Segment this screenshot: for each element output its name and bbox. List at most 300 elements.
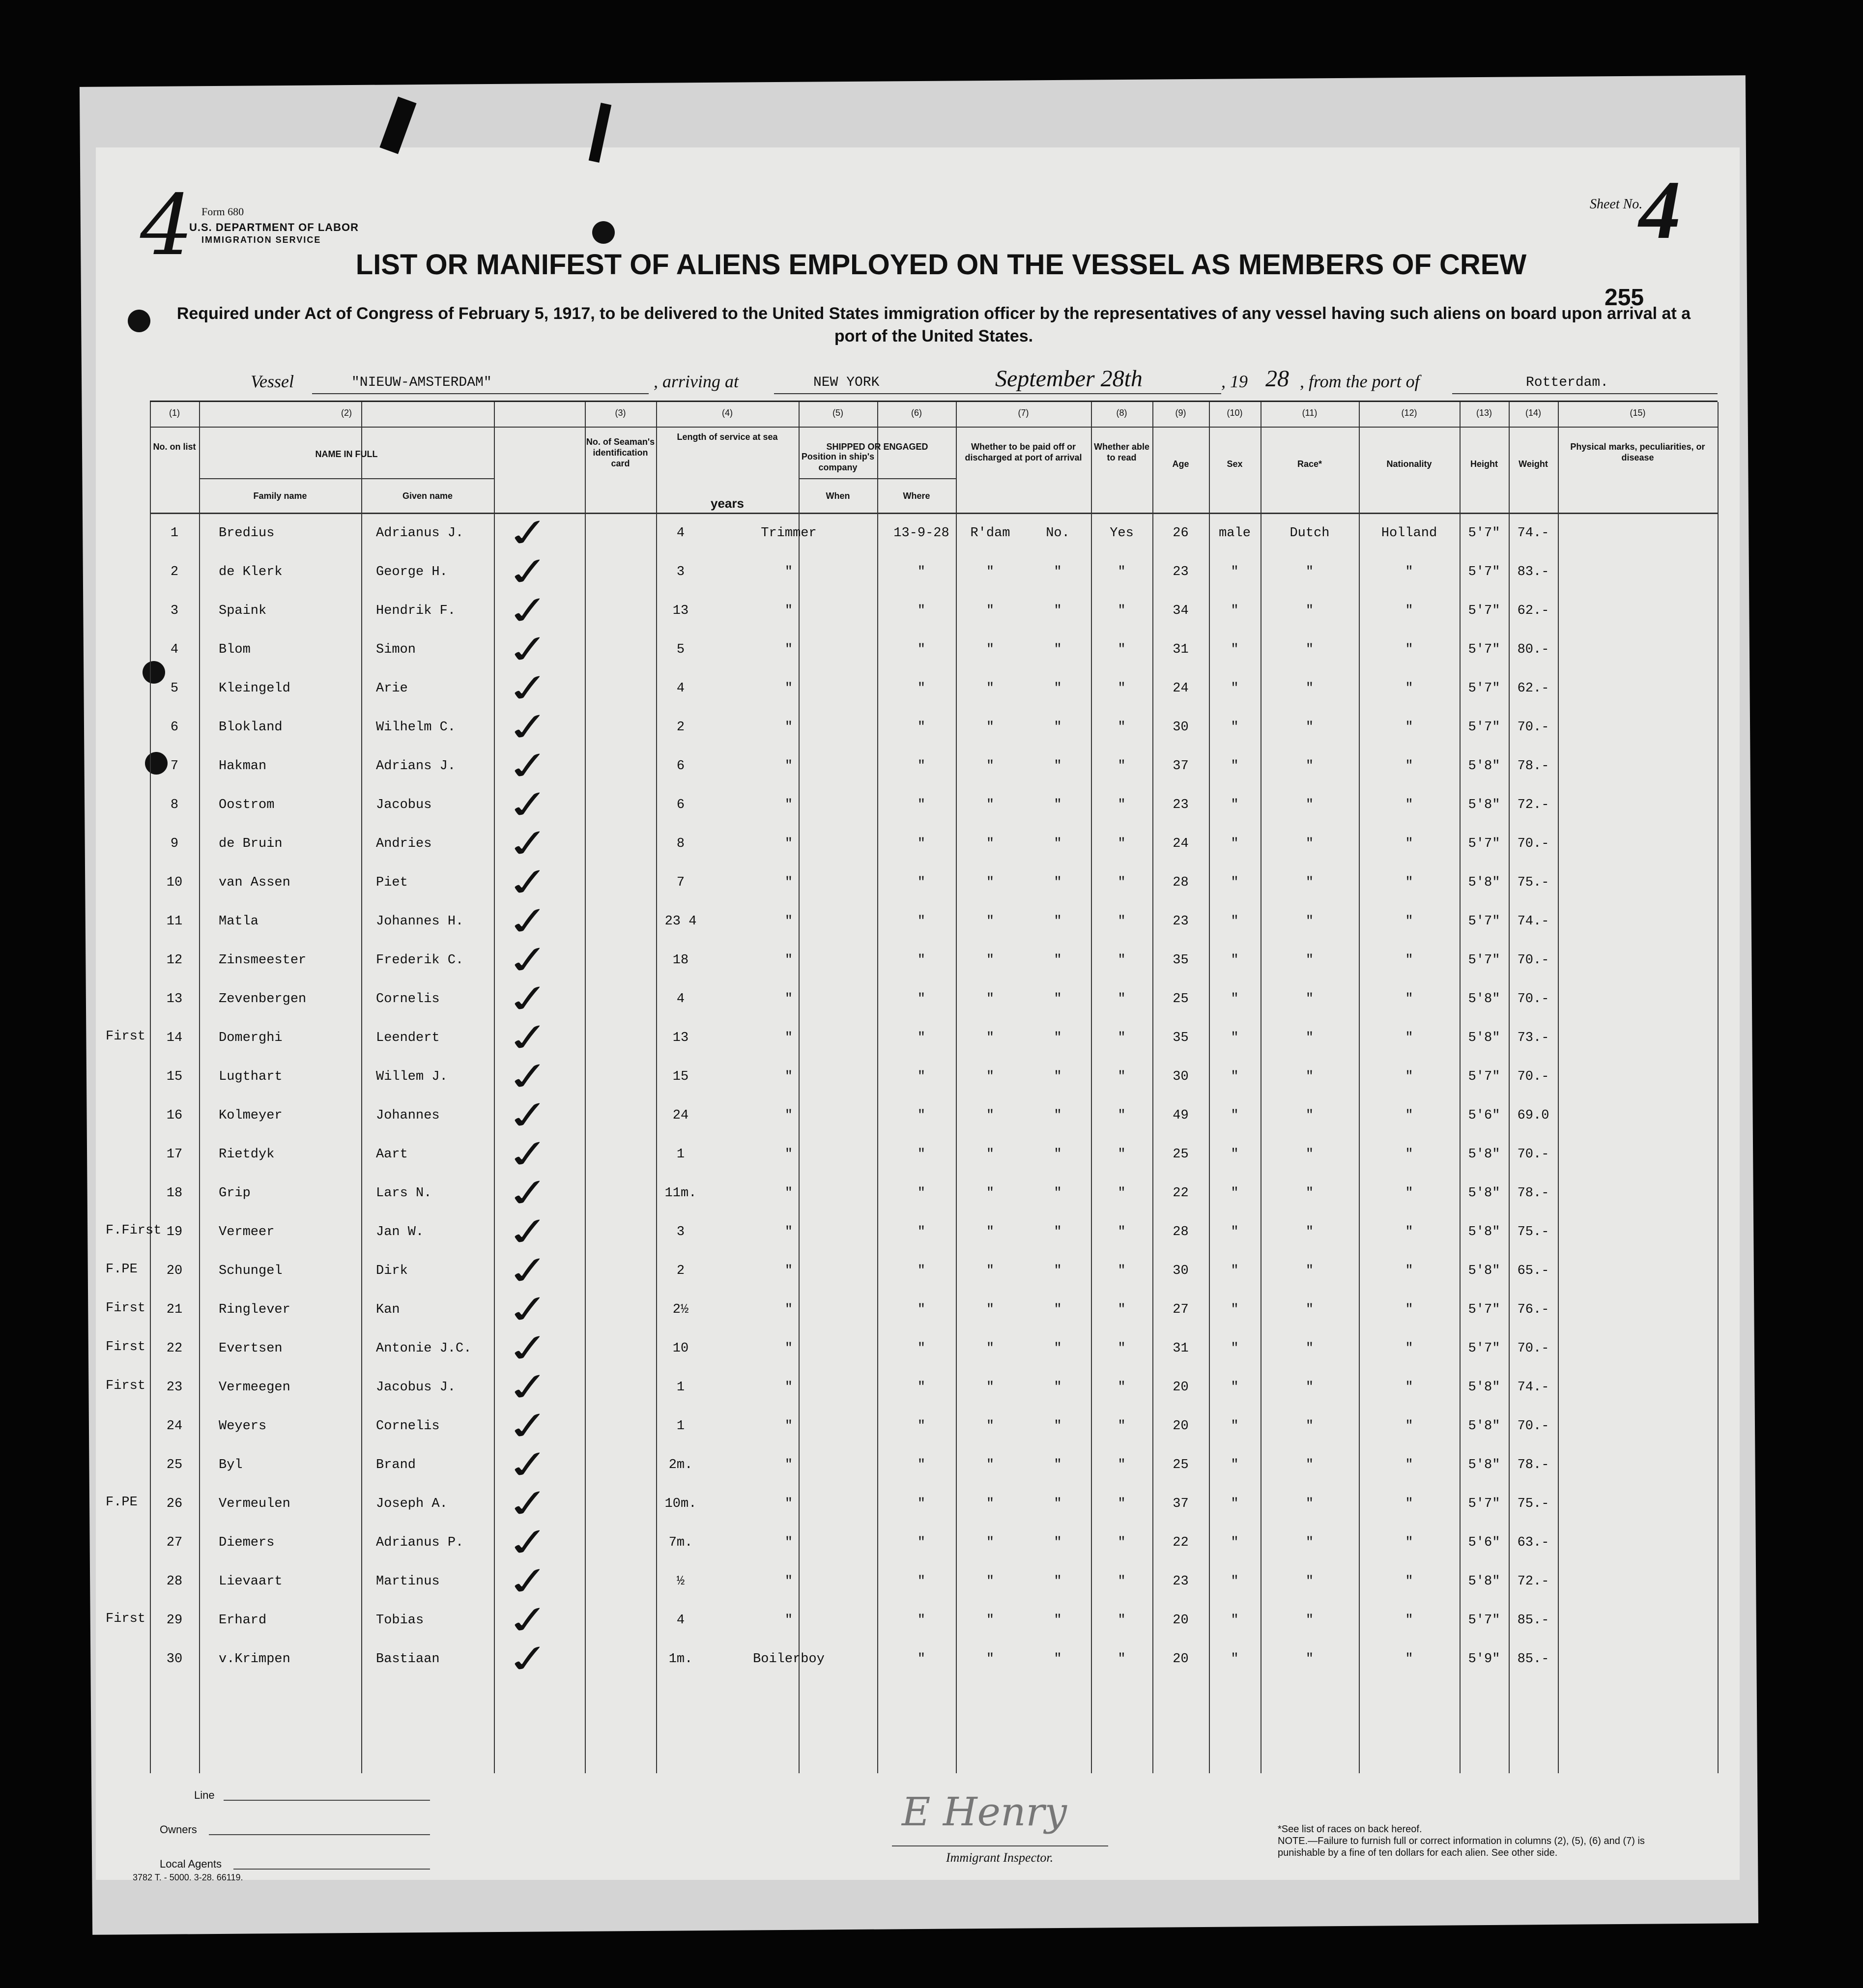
cell-service: 6 [676, 759, 685, 774]
cell-when: " [917, 953, 926, 968]
check-mark-icon: ✓ [503, 1479, 554, 1528]
cell-when: " [917, 1302, 926, 1317]
margin-note: F.PE [106, 1495, 138, 1510]
check-mark-icon: ✓ [503, 508, 554, 557]
cell-read: " [1118, 1458, 1126, 1472]
vessel-underline [312, 393, 649, 394]
cell-height: 5'8" [1468, 759, 1500, 774]
cell-given: Tobias [376, 1613, 424, 1628]
cell-sex: " [1231, 914, 1239, 929]
year-prefix: , 19 [1221, 372, 1248, 391]
cell-weight: 85.- [1517, 1652, 1549, 1667]
cell-position: " [784, 953, 793, 968]
cell-race: " [1305, 953, 1314, 968]
header-height: Height [1470, 459, 1498, 469]
table-row [150, 586, 1718, 635]
cell-read: " [1118, 720, 1126, 735]
check-mark-icon: ✓ [503, 1285, 554, 1334]
cell-family: Hakman [219, 759, 267, 774]
cell-given: Johannes H. [376, 914, 464, 929]
vessel-label: Vessel [251, 372, 294, 391]
cell-race: " [1305, 1302, 1314, 1317]
cell-read: " [1118, 836, 1126, 851]
cell-family: v.Krimpen [219, 1652, 290, 1667]
cell-no: 4 [170, 642, 179, 657]
cell-family: Vermeer [219, 1225, 275, 1239]
cell-service: 2½ [672, 1302, 689, 1317]
check-mark-icon: ✓ [503, 858, 554, 907]
cell-read: " [1118, 1652, 1126, 1667]
cell-height: 5'6" [1468, 1535, 1500, 1550]
cell-given: Jacobus [376, 798, 432, 812]
cell-height: 5'9" [1468, 1652, 1500, 1667]
header-weight: Weight [1519, 459, 1548, 469]
col-num: (10) [1227, 408, 1243, 418]
cell-no: 19 [166, 1225, 183, 1239]
cell-where: " [986, 836, 995, 851]
cell-sex: " [1231, 836, 1239, 851]
cell-position: " [784, 1147, 793, 1162]
cell-height: 5'8" [1468, 1264, 1500, 1278]
cell-nat: " [1405, 565, 1413, 579]
cell-age: 27 [1173, 1302, 1189, 1317]
cell-given: Arie [376, 681, 408, 696]
header-years: years [711, 496, 744, 511]
cell-when: " [917, 1535, 926, 1550]
check-mark-icon: ✓ [503, 547, 554, 596]
cell-family: Schungel [219, 1264, 283, 1278]
cell-weight: 70.- [1517, 1069, 1549, 1084]
cell-nat: " [1405, 642, 1413, 657]
cell-sex: " [1231, 1225, 1239, 1239]
cell-age: 22 [1173, 1186, 1189, 1201]
cell-where: " [986, 1652, 995, 1667]
cell-service: 18 [672, 953, 689, 968]
table-row [150, 1634, 1718, 1683]
from-label: , from the port of [1300, 372, 1420, 391]
header-seaman-card: No. of Seaman's identification card [586, 437, 655, 468]
cell-no: 28 [166, 1574, 183, 1589]
cell-family: Bredius [219, 526, 275, 541]
cell-weight: 70.- [1517, 836, 1549, 851]
header-able-read: Whether able to read [1093, 442, 1150, 462]
cell-no: 3 [170, 604, 179, 618]
cell-sex: " [1231, 1069, 1239, 1084]
cell-when: " [917, 642, 926, 657]
cell-family: Lugthart [219, 1069, 283, 1084]
cell-when: " [917, 1380, 926, 1395]
cell-nat: " [1405, 681, 1413, 696]
cell-when: " [917, 1419, 926, 1434]
cell-race: " [1305, 914, 1314, 929]
cell-paid: " [1054, 836, 1062, 851]
cell-family: Zinsmeester [219, 953, 307, 968]
cell-where: " [986, 1031, 995, 1045]
cell-position: " [784, 914, 793, 929]
cell-sex: " [1231, 1535, 1239, 1550]
inspector-signature: E Henry [902, 1789, 1067, 1835]
cell-paid: " [1054, 1535, 1062, 1550]
header-given-name: Given name [402, 491, 453, 501]
cell-height: 5'8" [1468, 1186, 1500, 1201]
cell-position: " [784, 1264, 793, 1278]
check-mark-icon: ✓ [503, 819, 554, 868]
cell-given: Simon [376, 642, 416, 657]
departure-port: Rotterdam. [1526, 375, 1609, 390]
cell-race: " [1305, 1264, 1314, 1278]
cell-weight: 70.- [1517, 1419, 1549, 1434]
cell-weight: 78.- [1517, 1186, 1549, 1201]
cell-age: 30 [1173, 1264, 1189, 1278]
cell-family: de Klerk [219, 565, 283, 579]
col-num: (11) [1302, 408, 1318, 418]
cell-sex: " [1231, 1031, 1239, 1045]
check-mark-icon: ✓ [503, 1634, 554, 1683]
date-underline [990, 393, 1221, 394]
header-length-service: Length of service at sea [677, 432, 778, 442]
table-row [150, 935, 1718, 984]
cell-position: " [784, 992, 793, 1007]
cell-age: 31 [1173, 642, 1189, 657]
table-row [150, 625, 1718, 674]
stamp-number: 255 [1605, 285, 1644, 311]
cell-where: " [986, 642, 995, 657]
cell-height: 5'8" [1468, 875, 1500, 890]
cell-age: 35 [1173, 1031, 1189, 1045]
cell-weight: 75.- [1517, 1497, 1549, 1511]
local-agents-label: Local Agents [160, 1858, 222, 1870]
cell-read: " [1118, 875, 1126, 890]
check-mark-icon: ✓ [503, 1168, 554, 1217]
cell-paid: " [1054, 992, 1062, 1007]
cell-weight: 78.- [1517, 1458, 1549, 1472]
arrival-date: September 28th [995, 366, 1143, 392]
cell-age: 31 [1173, 1341, 1189, 1356]
cell-service: 13 [672, 604, 689, 618]
cell-height: 5'8" [1468, 1225, 1500, 1239]
cell-race: " [1305, 565, 1314, 579]
header-physical: Physical marks, peculiarities, or disease [1570, 442, 1705, 462]
cell-given: Aart [376, 1147, 408, 1162]
footnotes [1278, 1823, 1661, 1859]
service-name: IMMIGRATION SERVICE [201, 235, 321, 245]
cell-read: " [1118, 565, 1126, 579]
col-num: (12) [1401, 408, 1417, 418]
cell-when: 13-9-28 [893, 526, 949, 541]
cell-race: " [1305, 1613, 1314, 1628]
port-underline [774, 393, 990, 394]
line-label: Line [194, 1789, 215, 1801]
col-num: (14) [1525, 408, 1541, 418]
cell-where: " [986, 875, 995, 890]
cell-when: " [917, 836, 926, 851]
cell-paid: " [1054, 720, 1062, 735]
margin-note: First [106, 1612, 146, 1626]
from-underline [1452, 393, 1718, 394]
cell-read: " [1118, 914, 1126, 929]
cell-family: Evertsen [219, 1341, 283, 1356]
cell-service: 2m. [668, 1458, 693, 1472]
table-row [150, 1168, 1718, 1217]
punch-hole [592, 221, 615, 244]
cell-when: " [917, 1147, 926, 1162]
cell-read: " [1118, 1535, 1126, 1550]
cell-given: Johannes [376, 1108, 440, 1123]
cell-no: 21 [166, 1302, 183, 1317]
cell-read: " [1118, 1497, 1126, 1511]
cell-service: 4 [676, 526, 685, 541]
cell-height: 5'7" [1468, 1341, 1500, 1356]
cell-age: 20 [1173, 1652, 1189, 1667]
owners-label: Owners [160, 1823, 197, 1836]
cell-read: " [1118, 604, 1126, 618]
table-row [150, 1246, 1718, 1295]
cell-service: 8 [676, 836, 685, 851]
margin-note: First [106, 1340, 146, 1354]
cell-paid: " [1054, 759, 1062, 774]
cell-position: " [784, 875, 793, 890]
cell-weight: 85.- [1517, 1613, 1549, 1628]
cell-sex: " [1231, 1341, 1239, 1356]
cell-given: Kan [376, 1302, 400, 1317]
cell-age: 22 [1173, 1535, 1189, 1550]
cell-family: Oostrom [219, 798, 275, 812]
check-mark-icon: ✓ [503, 935, 554, 984]
vessel-line [96, 366, 1740, 401]
cell-when: " [917, 1069, 926, 1084]
table-row [150, 1479, 1718, 1528]
cell-where: " [986, 1380, 995, 1395]
cell-family: Ringlever [219, 1302, 290, 1317]
cell-position: Trimmer [761, 526, 817, 541]
cell-height: 5'7" [1468, 526, 1500, 541]
cell-when: " [917, 1225, 926, 1239]
cell-family: Rietdyk [219, 1147, 275, 1162]
cell-where: " [986, 1458, 995, 1472]
cell-sex: " [1231, 565, 1239, 579]
cell-paid: " [1054, 1108, 1062, 1123]
cell-service: 11m. [664, 1186, 697, 1201]
check-mark-icon: ✓ [503, 1518, 554, 1567]
cell-when: " [917, 681, 926, 696]
cell-no: 8 [170, 798, 179, 812]
cell-service: 6 [676, 798, 685, 812]
cell-no: 12 [166, 953, 183, 968]
cell-weight: 70.- [1517, 953, 1549, 968]
cell-where: " [986, 1613, 995, 1628]
cell-paid: " [1054, 1264, 1062, 1278]
cell-family: Vermeulen [219, 1497, 290, 1511]
table-row [150, 1013, 1718, 1062]
cell-service: 1 [676, 1380, 685, 1395]
check-mark-icon: ✓ [503, 780, 554, 829]
cell-sex: " [1231, 1497, 1239, 1511]
table-row [150, 819, 1718, 868]
header-position: Position in ship's company [801, 452, 875, 472]
cell-height: 5'7" [1468, 914, 1500, 929]
cell-where: " [986, 1574, 995, 1589]
cell-no: 14 [166, 1031, 183, 1045]
cell-read: " [1118, 1069, 1126, 1084]
cell-family: Weyers [219, 1419, 267, 1434]
check-mark-icon: ✓ [503, 1556, 554, 1606]
cell-read: " [1118, 1341, 1126, 1356]
vessel-name: "NIEUW-AMSTERDAM" [351, 375, 492, 390]
cell-race: " [1305, 720, 1314, 735]
cell-when: " [917, 992, 926, 1007]
header-sex: Sex [1227, 459, 1243, 469]
table-row [150, 741, 1718, 790]
cell-weight: 78.- [1517, 759, 1549, 774]
cell-paid: " [1054, 1341, 1062, 1356]
print-code: 3782 T. - 5000. 3-28. 66119. [133, 1873, 243, 1882]
cell-paid: " [1054, 1069, 1062, 1084]
cell-family: Domerghi [219, 1031, 283, 1045]
cell-family: Matla [219, 914, 259, 929]
table-row [150, 1285, 1718, 1334]
cell-no: 29 [166, 1613, 183, 1628]
col-num: (5) [832, 408, 843, 418]
table-row [150, 1362, 1718, 1412]
col-num: (1) [169, 408, 180, 418]
cell-paid: " [1054, 1497, 1062, 1511]
cell-race: " [1305, 1186, 1314, 1201]
cell-family: Blokland [219, 720, 283, 735]
cell-age: 20 [1173, 1419, 1189, 1434]
cell-family: Kolmeyer [219, 1108, 283, 1123]
cell-sex: " [1231, 1108, 1239, 1123]
cell-no: 6 [170, 720, 179, 735]
cell-given: Joseph A. [376, 1497, 448, 1511]
cell-where: " [986, 681, 995, 696]
cell-given: Cornelis [376, 992, 440, 1007]
cell-position: " [784, 1341, 793, 1356]
cell-age: 20 [1173, 1613, 1189, 1628]
cell-family: Zevenbergen [219, 992, 307, 1007]
cell-nat: " [1405, 1652, 1413, 1667]
cell-sex: " [1231, 1380, 1239, 1395]
header-where: Where [903, 491, 930, 501]
cell-no: 16 [166, 1108, 183, 1123]
cell-where: " [986, 1225, 995, 1239]
cell-position: " [784, 1458, 793, 1472]
cell-when: " [917, 1031, 926, 1045]
check-mark-icon: ✓ [503, 1362, 554, 1412]
cell-height: 5'6" [1468, 1108, 1500, 1123]
check-mark-icon: ✓ [503, 1401, 554, 1450]
cell-nat: " [1405, 1147, 1413, 1162]
cell-paid: " [1054, 1147, 1062, 1162]
check-mark-icon: ✓ [503, 974, 554, 1023]
cell-where: " [986, 1147, 995, 1162]
col-num: (6) [911, 408, 922, 418]
cell-given: Brand [376, 1458, 416, 1472]
cell-age: 37 [1173, 759, 1189, 774]
cell-when: " [917, 759, 926, 774]
cell-where: " [986, 720, 995, 735]
cell-no: 1 [170, 526, 179, 541]
cell-weight: 63.- [1517, 1535, 1549, 1550]
cell-sex: " [1231, 642, 1239, 657]
table-row [150, 1401, 1718, 1450]
cell-nat: " [1405, 1341, 1413, 1356]
cell-position: " [784, 1225, 793, 1239]
cell-weight: 75.- [1517, 1225, 1549, 1239]
cell-position: " [784, 1574, 793, 1589]
sheet-label: Sheet No. [1590, 197, 1643, 212]
cell-service: 7m. [668, 1535, 693, 1550]
cell-read: " [1118, 992, 1126, 1007]
cell-when: " [917, 875, 926, 890]
cell-weight: 72.- [1517, 1574, 1549, 1589]
cell-no: 7 [170, 759, 179, 774]
table-row [150, 702, 1718, 751]
cell-sex: " [1231, 1419, 1239, 1434]
cell-nat: " [1405, 604, 1413, 618]
cell-race: " [1305, 836, 1314, 851]
cell-no: 15 [166, 1069, 183, 1084]
cell-read: Yes [1110, 526, 1134, 541]
cell-nat: " [1405, 1497, 1413, 1511]
cell-race: Dutch [1290, 526, 1330, 541]
cell-no: 13 [166, 992, 183, 1007]
cell-service: 2 [676, 720, 685, 735]
cell-where: " [986, 914, 995, 929]
cell-height: 5'7" [1468, 681, 1500, 696]
cell-height: 5'7" [1468, 642, 1500, 657]
cell-nat: " [1405, 1380, 1413, 1395]
cell-service: 4 [676, 992, 685, 1007]
cell-nat: " [1405, 914, 1413, 929]
cell-given: Cornelis [376, 1419, 440, 1434]
cell-service: 13 [672, 1031, 689, 1045]
check-mark-icon: ✓ [503, 1246, 554, 1295]
cell-age: 25 [1173, 1458, 1189, 1472]
table-row [150, 1207, 1718, 1256]
cell-given: Piet [376, 875, 408, 890]
department-name: U.S. DEPARTMENT OF LABOR [189, 221, 359, 233]
cell-no: 27 [166, 1535, 183, 1550]
cell-family: Spaink [219, 604, 267, 618]
cell-sex: " [1231, 798, 1239, 812]
col-num: (15) [1630, 408, 1646, 418]
cell-position: " [784, 836, 793, 851]
cell-position: " [784, 642, 793, 657]
cell-family: Erhard [219, 1613, 267, 1628]
cell-age: 24 [1173, 681, 1189, 696]
cell-height: 5'8" [1468, 1031, 1500, 1045]
cell-paid: " [1054, 953, 1062, 968]
penalty-note: NOTE.—Failure to furnish full or correct information in columns (2), (5), (6) and (7) is punishable by a fine of ten dollars for each alien. See other side. [1278, 1836, 1645, 1858]
cell-service: 10 [672, 1341, 689, 1356]
cell-paid: " [1054, 1652, 1062, 1667]
check-mark-icon: ✓ [503, 625, 554, 674]
cell-height: 5'7" [1468, 1613, 1500, 1628]
cell-where: " [986, 1302, 995, 1317]
cell-read: " [1118, 1613, 1126, 1628]
header-name-in-full: NAME IN FULL [315, 449, 378, 459]
cell-height: 5'8" [1468, 798, 1500, 812]
cell-given: Frederik C. [376, 953, 464, 968]
cell-position: " [784, 798, 793, 812]
cell-race: " [1305, 604, 1314, 618]
cell-no: 20 [166, 1264, 183, 1278]
col-num: (9) [1175, 408, 1186, 418]
cell-height: 5'7" [1468, 953, 1500, 968]
check-mark-icon: ✓ [503, 1091, 554, 1140]
cell-weight: 70.- [1517, 720, 1549, 735]
cell-given: Adrianus P. [376, 1535, 464, 1550]
